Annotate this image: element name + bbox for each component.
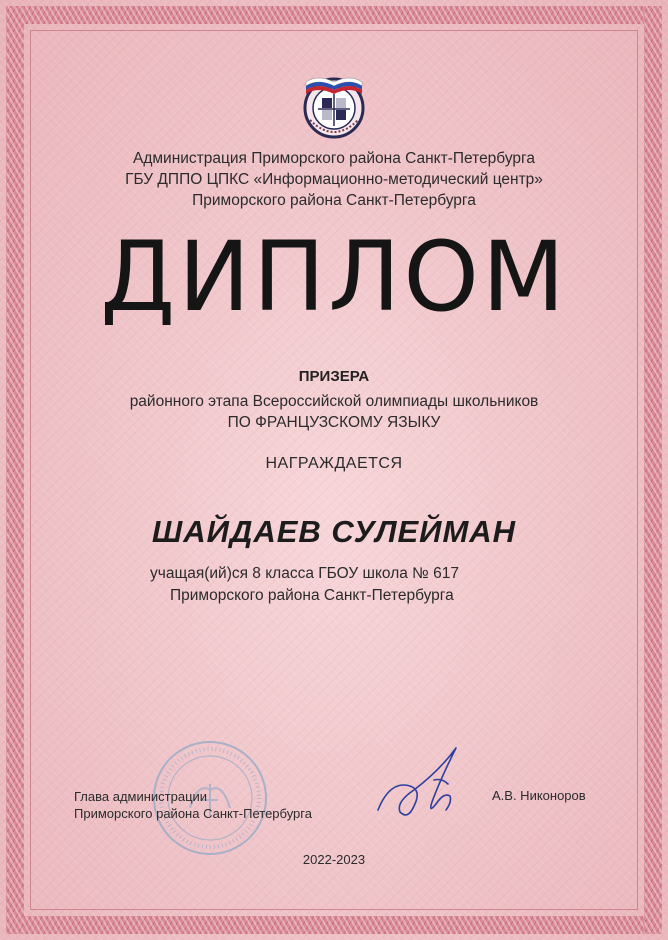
header-line-2: ГБУ ДППО ЦПКС «Информационно-методический центр» bbox=[125, 171, 543, 188]
border-bottom bbox=[6, 916, 662, 934]
signatory-name: А.В. Никоноров bbox=[492, 788, 586, 803]
border-top bbox=[6, 6, 662, 24]
organization-header bbox=[0, 148, 668, 211]
stage-line-2: ПО ФРАНЦУЗСКОМУ ЯЗЫКУ bbox=[227, 414, 441, 431]
student-details bbox=[150, 563, 570, 607]
academic-year: 2022-2023 bbox=[302, 852, 366, 867]
signatory-position bbox=[74, 788, 312, 822]
awarded-label: НАГРАЖДАЕТСЯ bbox=[265, 455, 403, 472]
diploma-title: ДИПЛОМ bbox=[100, 221, 568, 333]
student-name: ШАЙДАЕВ СУЛЕЙМАН bbox=[151, 514, 517, 549]
signature-icon bbox=[370, 740, 490, 830]
prizer-label: ПРИЗЕРА bbox=[298, 368, 370, 385]
signatory-position-line-2: Приморского района Санкт-Петербурга bbox=[74, 806, 312, 821]
header-line-1: Администрация Приморского района Санкт-Петербурга bbox=[133, 150, 535, 167]
header-line-3: Приморского района Санкт-Петербурга bbox=[192, 192, 476, 209]
olympiad-emblem-icon bbox=[298, 68, 370, 140]
olympiad-stage bbox=[0, 391, 668, 433]
stage-line-1: районного этапа Всероссийской олимпиады школьников bbox=[129, 393, 539, 410]
signatory-position-line-1: Глава администрации bbox=[74, 789, 208, 804]
student-district-line: Приморского района Санкт-Петербурга bbox=[170, 587, 454, 604]
student-class-line: учащая(ий)ся 8 класса ГБОУ школа № 617 bbox=[150, 565, 459, 582]
